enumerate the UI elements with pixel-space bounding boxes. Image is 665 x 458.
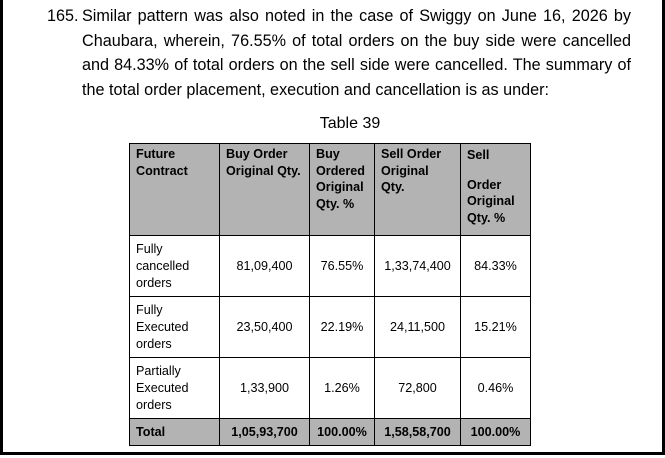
header-future-contract: Future Contract: [130, 144, 220, 236]
header-buy-order-qty: Buy Order Original Qty.: [220, 144, 310, 236]
total-sell-pct: 100.00%: [461, 419, 531, 446]
sell-pct-cell: 0.46%: [461, 358, 531, 419]
table-total-row: [130, 419, 531, 446]
sell-pct-cell: 15.21%: [461, 297, 531, 358]
header-sell-order-qty: Sell Order Original Qty.: [375, 144, 461, 236]
total-sell-qty: 1,58,58,700: [375, 419, 461, 446]
total-buy-pct: 100.00%: [310, 419, 375, 446]
table-row: [130, 358, 531, 419]
row-label: Fully Executed orders: [130, 297, 220, 358]
table-header-row: [130, 144, 531, 236]
row-label: Fully cancelled orders: [130, 236, 220, 297]
buy-qty-cell: 1,33,900: [220, 358, 310, 419]
header-sell-pct: [461, 144, 531, 236]
buy-pct-cell: 1.26%: [310, 358, 375, 419]
sell-qty-cell: 24,11,500: [375, 297, 461, 358]
buy-qty-cell: 23,50,400: [220, 297, 310, 358]
table-row: [130, 236, 531, 297]
header-sell-pct-line2: Order Original Qty. %: [467, 177, 515, 225]
total-label: Total: [130, 419, 220, 446]
table-caption: Table 39: [319, 115, 381, 132]
header-spacer: [467, 164, 524, 177]
buy-pct-cell: 76.55%: [310, 236, 375, 297]
total-buy-qty: 1,05,93,700: [220, 419, 310, 446]
table-row: [130, 297, 531, 358]
header-buy-pct: Buy Ordered Original Qty. %: [310, 144, 375, 236]
sell-qty-cell: 72,800: [375, 358, 461, 419]
order-summary-table: [129, 143, 531, 446]
sell-qty-cell: 1,33,74,400: [375, 236, 461, 297]
header-sell-pct-line1: Sell: [467, 148, 490, 162]
paragraph-text: Similar pattern was also noted in the case of Swiggy on June 16, 2026 by Chaubara, wherein, 76.55% of total orders on the buy side were cancelled and 84.33% of total orders on the sell side were cancelled. The summary of the total order placement, execution and cancellation is as under:: [82, 7, 631, 99]
buy-qty-cell: 81,09,400: [220, 236, 310, 297]
paragraph-number: 165.: [47, 7, 79, 25]
row-label: Partially Executed orders: [130, 358, 220, 419]
paragraph-165: [47, 4, 631, 102]
buy-pct-cell: 22.19%: [310, 297, 375, 358]
sell-pct-cell: 84.33%: [461, 236, 531, 297]
